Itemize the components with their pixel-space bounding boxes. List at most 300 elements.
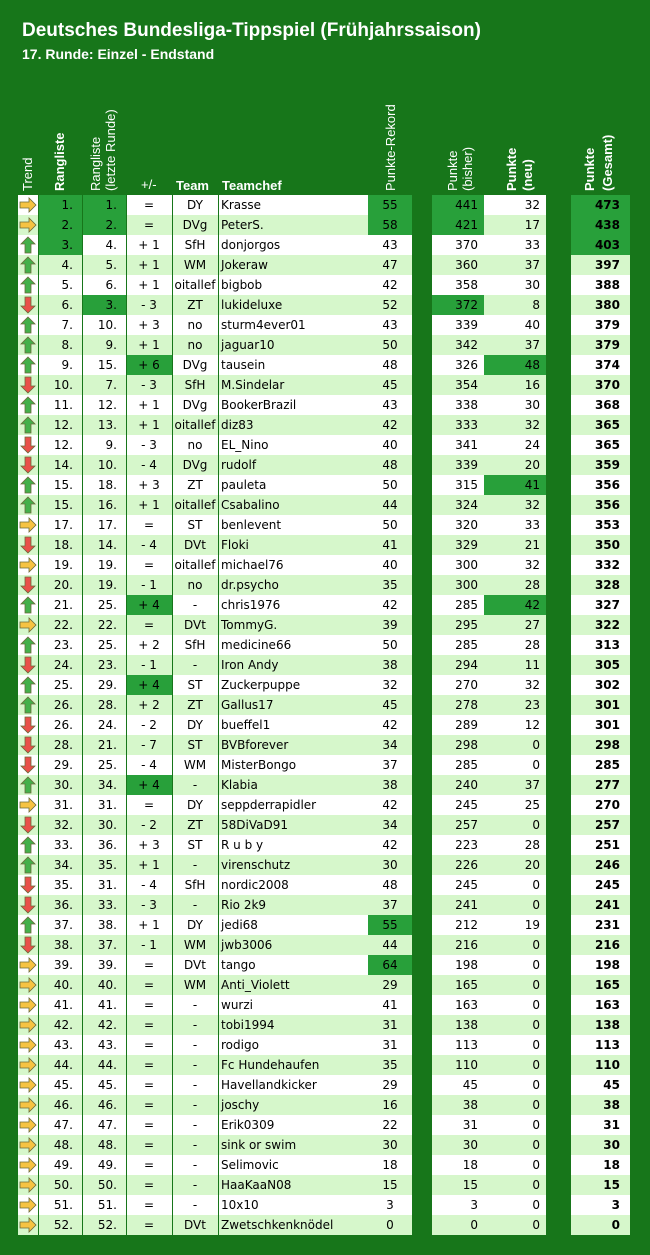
column-separator bbox=[82, 475, 83, 495]
column-separator bbox=[218, 675, 219, 695]
trend-right-arrow-icon bbox=[18, 1015, 38, 1035]
rank-cell: 22. bbox=[38, 615, 82, 635]
trend-right-arrow-icon bbox=[18, 975, 38, 995]
teamchef-cell: lukideluxe bbox=[218, 295, 368, 315]
trend-down-arrow-icon bbox=[18, 455, 38, 475]
prev-rank-cell: 23. bbox=[82, 655, 126, 675]
points-new-cell: 24 bbox=[484, 435, 546, 455]
points-before-cell: 278 bbox=[432, 695, 484, 715]
rekord-cell: 43 bbox=[368, 395, 412, 415]
teamchef-cell: michael76 bbox=[218, 555, 368, 575]
rank-cell: 23. bbox=[38, 635, 82, 655]
table-row bbox=[0, 1055, 650, 1075]
team-cell: ZT bbox=[172, 475, 218, 495]
rekord-cell: 42 bbox=[368, 595, 412, 615]
column-separator bbox=[218, 655, 219, 675]
diff-cell: = bbox=[126, 1155, 172, 1175]
teamchef-cell: tobi1994 bbox=[218, 1015, 368, 1035]
prev-rank-cell: 31. bbox=[82, 795, 126, 815]
teamchef-cell: bueffel1 bbox=[218, 715, 368, 735]
column-separator bbox=[126, 1075, 127, 1095]
rekord-cell: 55 bbox=[368, 915, 412, 935]
column-separator bbox=[172, 255, 173, 275]
column-separator bbox=[172, 1055, 173, 1075]
points-new-cell: 0 bbox=[484, 875, 546, 895]
team-cell: oitallef bbox=[172, 415, 218, 435]
team-cell: ZT bbox=[172, 695, 218, 715]
rank-cell: 19. bbox=[38, 555, 82, 575]
column-separator bbox=[172, 1135, 173, 1155]
points-total-cell: 113 bbox=[571, 1035, 630, 1055]
diff-cell: = bbox=[126, 195, 172, 215]
column-separator bbox=[38, 835, 39, 855]
trend-down-arrow-icon bbox=[18, 815, 38, 835]
rank-cell: 51. bbox=[38, 1195, 82, 1215]
prev-rank-cell: 19. bbox=[82, 575, 126, 595]
diff-cell: + 1 bbox=[126, 275, 172, 295]
column-separator bbox=[82, 255, 83, 275]
column-separator bbox=[172, 235, 173, 255]
rank-cell: 9. bbox=[38, 355, 82, 375]
column-separator bbox=[38, 1015, 39, 1035]
points-new-cell: 32 bbox=[484, 495, 546, 515]
column-separator bbox=[172, 535, 173, 555]
diff-cell: - 4 bbox=[126, 875, 172, 895]
rank-cell: 34. bbox=[38, 855, 82, 875]
diff-cell: - 1 bbox=[126, 655, 172, 675]
diff-cell: = bbox=[126, 515, 172, 535]
rank-cell: 32. bbox=[38, 815, 82, 835]
column-separator bbox=[82, 415, 83, 435]
prev-rank-cell: 2. bbox=[82, 215, 126, 235]
column-separator bbox=[82, 855, 83, 875]
column-separator bbox=[126, 515, 127, 535]
column-separator bbox=[218, 255, 219, 275]
column-separator bbox=[82, 1195, 83, 1215]
column-separator bbox=[82, 1175, 83, 1195]
team-cell: WM bbox=[172, 755, 218, 775]
column-separator bbox=[38, 295, 39, 315]
column-separator bbox=[126, 1095, 127, 1115]
points-total-cell: 350 bbox=[571, 535, 630, 555]
column-separator bbox=[38, 555, 39, 575]
prev-rank-cell: 31. bbox=[82, 875, 126, 895]
points-total-cell: 3 bbox=[571, 1195, 630, 1215]
column-separator bbox=[126, 715, 127, 735]
column-separator bbox=[218, 575, 219, 595]
prev-rank-cell: 39. bbox=[82, 955, 126, 975]
column-separator bbox=[172, 515, 173, 535]
column-separator bbox=[126, 975, 127, 995]
points-before-cell: 285 bbox=[432, 595, 484, 615]
points-before-cell: 338 bbox=[432, 395, 484, 415]
points-new-cell: 12 bbox=[484, 715, 546, 735]
table-row bbox=[0, 275, 650, 295]
trend-down-arrow-icon bbox=[18, 375, 38, 395]
table-row bbox=[0, 615, 650, 635]
diff-cell: + 1 bbox=[126, 255, 172, 275]
column-separator bbox=[218, 1055, 219, 1075]
points-before-cell: 333 bbox=[432, 415, 484, 435]
points-total-cell: 198 bbox=[571, 955, 630, 975]
trend-up-arrow-icon bbox=[18, 355, 38, 375]
column-separator bbox=[126, 1115, 127, 1135]
column-separator bbox=[82, 535, 83, 555]
points-new-cell: 0 bbox=[484, 975, 546, 995]
rank-cell: 20. bbox=[38, 575, 82, 595]
column-separator bbox=[218, 835, 219, 855]
rank-cell: 28. bbox=[38, 735, 82, 755]
rank-cell: 50. bbox=[38, 1175, 82, 1195]
column-separator bbox=[172, 275, 173, 295]
prev-rank-cell: 21. bbox=[82, 735, 126, 755]
table-row bbox=[0, 315, 650, 335]
column-separator bbox=[172, 835, 173, 855]
points-before-cell: 354 bbox=[432, 375, 484, 395]
rank-cell: 44. bbox=[38, 1055, 82, 1075]
rank-cell: 8. bbox=[38, 335, 82, 355]
points-before-cell: 300 bbox=[432, 575, 484, 595]
rank-cell: 6. bbox=[38, 295, 82, 315]
column-separator bbox=[172, 975, 173, 995]
table-row bbox=[0, 735, 650, 755]
header-neu-2: (neu) bbox=[520, 159, 535, 191]
column-separator bbox=[172, 455, 173, 475]
teamchef-cell: seppderrapidler bbox=[218, 795, 368, 815]
column-separator bbox=[172, 635, 173, 655]
column-separator bbox=[218, 775, 219, 795]
prev-rank-cell: 4. bbox=[82, 235, 126, 255]
column-separator bbox=[172, 815, 173, 835]
teamchef-cell: 10x10 bbox=[218, 1195, 368, 1215]
header-team: Team bbox=[176, 178, 209, 193]
column-separator bbox=[82, 1075, 83, 1095]
column-separator bbox=[126, 535, 127, 555]
diff-cell: + 1 bbox=[126, 495, 172, 515]
table-row bbox=[0, 815, 650, 835]
points-before-cell: 339 bbox=[432, 455, 484, 475]
trend-right-arrow-icon bbox=[18, 955, 38, 975]
trend-up-arrow-icon bbox=[18, 915, 38, 935]
trend-up-arrow-icon bbox=[18, 695, 38, 715]
points-new-cell: 42 bbox=[484, 595, 546, 615]
column-separator bbox=[172, 415, 173, 435]
column-separator bbox=[82, 875, 83, 895]
points-before-cell: 320 bbox=[432, 515, 484, 535]
trend-right-arrow-icon bbox=[18, 1195, 38, 1215]
column-separator bbox=[126, 955, 127, 975]
column-separator bbox=[38, 815, 39, 835]
diff-cell: + 6 bbox=[126, 355, 172, 375]
column-separator bbox=[82, 495, 83, 515]
team-cell: - bbox=[172, 655, 218, 675]
team-cell: no bbox=[172, 315, 218, 335]
rekord-cell: 48 bbox=[368, 355, 412, 375]
points-new-cell: 0 bbox=[484, 1175, 546, 1195]
team-cell: ST bbox=[172, 735, 218, 755]
column-separator bbox=[172, 375, 173, 395]
column-separator bbox=[218, 955, 219, 975]
rekord-cell: 37 bbox=[368, 895, 412, 915]
rekord-cell: 42 bbox=[368, 795, 412, 815]
column-separator bbox=[126, 495, 127, 515]
column-separator bbox=[38, 375, 39, 395]
rank-cell: 42. bbox=[38, 1015, 82, 1035]
prev-rank-cell: 13. bbox=[82, 415, 126, 435]
column-separator bbox=[38, 655, 39, 675]
points-new-cell: 0 bbox=[484, 955, 546, 975]
rekord-cell: 42 bbox=[368, 715, 412, 735]
column-separator bbox=[126, 275, 127, 295]
column-separator bbox=[172, 895, 173, 915]
prev-rank-cell: 33. bbox=[82, 895, 126, 915]
points-new-cell: 0 bbox=[484, 1115, 546, 1135]
column-separator bbox=[82, 555, 83, 575]
teamchef-cell: pauleta bbox=[218, 475, 368, 495]
teamchef-cell: jaguar10 bbox=[218, 335, 368, 355]
points-new-cell: 41 bbox=[484, 475, 546, 495]
points-total-cell: 328 bbox=[571, 575, 630, 595]
points-before-cell: 245 bbox=[432, 795, 484, 815]
column-separator bbox=[82, 275, 83, 295]
column-separator bbox=[82, 955, 83, 975]
column-separator bbox=[126, 1055, 127, 1075]
column-separator bbox=[172, 1155, 173, 1175]
team-cell: DY bbox=[172, 915, 218, 935]
rekord-cell: 42 bbox=[368, 835, 412, 855]
points-before-cell: 241 bbox=[432, 895, 484, 915]
points-total-cell: 31 bbox=[571, 1115, 630, 1135]
team-cell: SfH bbox=[172, 375, 218, 395]
rekord-cell: 34 bbox=[368, 815, 412, 835]
diff-cell: = bbox=[126, 955, 172, 975]
rekord-cell: 16 bbox=[368, 1095, 412, 1115]
rekord-cell: 48 bbox=[368, 455, 412, 475]
points-total-cell: 257 bbox=[571, 815, 630, 835]
team-cell: WM bbox=[172, 935, 218, 955]
teamchef-cell: Krasse bbox=[218, 195, 368, 215]
prev-rank-cell: 46. bbox=[82, 1095, 126, 1115]
column-separator bbox=[82, 1055, 83, 1075]
teamchef-cell: rodigo bbox=[218, 1035, 368, 1055]
prev-rank-cell: 42. bbox=[82, 1015, 126, 1035]
points-before-cell: 339 bbox=[432, 315, 484, 335]
teamchef-cell: Klabia bbox=[218, 775, 368, 795]
column-separator bbox=[82, 655, 83, 675]
team-cell: ST bbox=[172, 675, 218, 695]
teamchef-cell: tausein bbox=[218, 355, 368, 375]
table-row bbox=[0, 1155, 650, 1175]
rekord-cell: 31 bbox=[368, 1015, 412, 1035]
column-separator bbox=[38, 395, 39, 415]
teamchef-cell: wurzi bbox=[218, 995, 368, 1015]
points-new-cell: 0 bbox=[484, 1135, 546, 1155]
points-before-cell: 315 bbox=[432, 475, 484, 495]
points-before-cell: 45 bbox=[432, 1075, 484, 1095]
column-separator bbox=[126, 315, 127, 335]
prev-rank-cell: 28. bbox=[82, 695, 126, 715]
trend-up-arrow-icon bbox=[18, 495, 38, 515]
prev-rank-cell: 10. bbox=[82, 315, 126, 335]
team-cell: - bbox=[172, 1075, 218, 1095]
rank-cell: 26. bbox=[38, 715, 82, 735]
points-new-cell: 33 bbox=[484, 235, 546, 255]
column-separator bbox=[218, 495, 219, 515]
team-cell: DVg bbox=[172, 355, 218, 375]
column-separator bbox=[126, 915, 127, 935]
table-row bbox=[0, 375, 650, 395]
trend-right-arrow-icon bbox=[18, 1135, 38, 1155]
diff-cell: + 3 bbox=[126, 835, 172, 855]
table-row bbox=[0, 595, 650, 615]
points-before-cell: 163 bbox=[432, 995, 484, 1015]
column-separator bbox=[218, 995, 219, 1015]
column-separator bbox=[126, 795, 127, 815]
points-before-cell: 165 bbox=[432, 975, 484, 995]
trend-up-arrow-icon bbox=[18, 415, 38, 435]
header-gesamt-2: (Gesamt) bbox=[600, 134, 615, 191]
teamchef-cell: Selimovic bbox=[218, 1155, 368, 1175]
column-separator bbox=[38, 1115, 39, 1135]
table-row bbox=[0, 215, 650, 235]
points-new-cell: 0 bbox=[484, 1015, 546, 1035]
diff-cell: = bbox=[126, 1135, 172, 1155]
column-separator bbox=[218, 355, 219, 375]
rank-cell: 14. bbox=[38, 455, 82, 475]
column-separator bbox=[218, 895, 219, 915]
prev-rank-cell: 49. bbox=[82, 1155, 126, 1175]
column-separator bbox=[38, 595, 39, 615]
column-separator bbox=[82, 675, 83, 695]
diff-cell: + 3 bbox=[126, 475, 172, 495]
points-total-cell: 374 bbox=[571, 355, 630, 375]
points-before-cell: 31 bbox=[432, 1115, 484, 1135]
trend-right-arrow-icon bbox=[18, 1095, 38, 1115]
team-cell: - bbox=[172, 995, 218, 1015]
column-separator bbox=[218, 715, 219, 735]
rekord-cell: 15 bbox=[368, 1175, 412, 1195]
points-new-cell: 0 bbox=[484, 755, 546, 775]
points-total-cell: 380 bbox=[571, 295, 630, 315]
prev-rank-cell: 14. bbox=[82, 535, 126, 555]
diff-cell: + 1 bbox=[126, 335, 172, 355]
column-separator bbox=[38, 675, 39, 695]
diff-cell: = bbox=[126, 1015, 172, 1035]
points-new-cell: 30 bbox=[484, 275, 546, 295]
points-new-cell: 37 bbox=[484, 255, 546, 275]
rank-cell: 21. bbox=[38, 595, 82, 615]
prev-rank-cell: 25. bbox=[82, 595, 126, 615]
prev-rank-cell: 30. bbox=[82, 815, 126, 835]
page-title: Deutsches Bundesliga-Tippspiel (Frühjahrssaison) bbox=[22, 20, 481, 41]
rank-cell: 29. bbox=[38, 755, 82, 775]
rank-cell: 2. bbox=[38, 215, 82, 235]
diff-cell: - 4 bbox=[126, 455, 172, 475]
column-separator bbox=[38, 1135, 39, 1155]
prev-rank-cell: 52. bbox=[82, 1215, 126, 1235]
column-separator bbox=[38, 355, 39, 375]
points-before-cell: 342 bbox=[432, 335, 484, 355]
header-rangliste: Rangliste bbox=[52, 132, 67, 191]
column-separator bbox=[82, 455, 83, 475]
trend-up-arrow-icon bbox=[18, 335, 38, 355]
trend-right-arrow-icon bbox=[18, 515, 38, 535]
team-cell: DVt bbox=[172, 955, 218, 975]
points-total-cell: 15 bbox=[571, 1175, 630, 1195]
column-separator bbox=[218, 695, 219, 715]
table-row bbox=[0, 835, 650, 855]
points-total-cell: 302 bbox=[571, 675, 630, 695]
rank-cell: 11. bbox=[38, 395, 82, 415]
table-row bbox=[0, 355, 650, 375]
header-gesamt-1: Punkte bbox=[582, 147, 597, 191]
diff-cell: = bbox=[126, 1195, 172, 1215]
column-separator bbox=[82, 835, 83, 855]
team-cell: - bbox=[172, 1035, 218, 1055]
prev-rank-cell: 47. bbox=[82, 1115, 126, 1135]
column-separator bbox=[172, 395, 173, 415]
points-before-cell: 285 bbox=[432, 635, 484, 655]
trend-up-arrow-icon bbox=[18, 235, 38, 255]
column-separator bbox=[38, 275, 39, 295]
column-separator bbox=[38, 955, 39, 975]
team-cell: DY bbox=[172, 795, 218, 815]
column-separator bbox=[82, 215, 83, 235]
rekord-cell: 39 bbox=[368, 615, 412, 635]
trend-up-arrow-icon bbox=[18, 475, 38, 495]
prev-rank-cell: 45. bbox=[82, 1075, 126, 1095]
column-separator bbox=[38, 635, 39, 655]
prev-rank-cell: 38. bbox=[82, 915, 126, 935]
column-separator bbox=[218, 615, 219, 635]
teamchef-cell: Jokeraw bbox=[218, 255, 368, 275]
points-before-cell: 341 bbox=[432, 435, 484, 455]
prev-rank-cell: 36. bbox=[82, 835, 126, 855]
rekord-cell: 22 bbox=[368, 1115, 412, 1135]
rekord-cell: 44 bbox=[368, 935, 412, 955]
prev-rank-cell: 18. bbox=[82, 475, 126, 495]
rank-cell: 3. bbox=[38, 235, 82, 255]
trend-down-arrow-icon bbox=[18, 575, 38, 595]
column-separator bbox=[38, 315, 39, 335]
table-row bbox=[0, 195, 650, 215]
column-separator bbox=[38, 195, 39, 215]
trend-down-arrow-icon bbox=[18, 935, 38, 955]
teamchef-cell: dr.psycho bbox=[218, 575, 368, 595]
diff-cell: = bbox=[126, 1215, 172, 1235]
teamchef-cell: benlevent bbox=[218, 515, 368, 535]
diff-cell: + 4 bbox=[126, 595, 172, 615]
teamchef-cell: TommyG. bbox=[218, 615, 368, 635]
trend-up-arrow-icon bbox=[18, 775, 38, 795]
diff-cell: = bbox=[126, 555, 172, 575]
rank-cell: 46. bbox=[38, 1095, 82, 1115]
teamchef-cell: medicine66 bbox=[218, 635, 368, 655]
column-separator bbox=[82, 515, 83, 535]
points-new-cell: 0 bbox=[484, 1035, 546, 1055]
column-separator bbox=[126, 755, 127, 775]
column-separator bbox=[218, 1095, 219, 1115]
prev-rank-cell: 19. bbox=[82, 555, 126, 575]
teamchef-cell: Iron Andy bbox=[218, 655, 368, 675]
prev-rank-cell: 29. bbox=[82, 675, 126, 695]
header-neu-1: Punkte bbox=[504, 147, 519, 191]
points-total-cell: 45 bbox=[571, 1075, 630, 1095]
column-separator bbox=[218, 1115, 219, 1135]
points-before-cell: 372 bbox=[432, 295, 484, 315]
rekord-cell: 40 bbox=[368, 435, 412, 455]
column-separator bbox=[38, 735, 39, 755]
